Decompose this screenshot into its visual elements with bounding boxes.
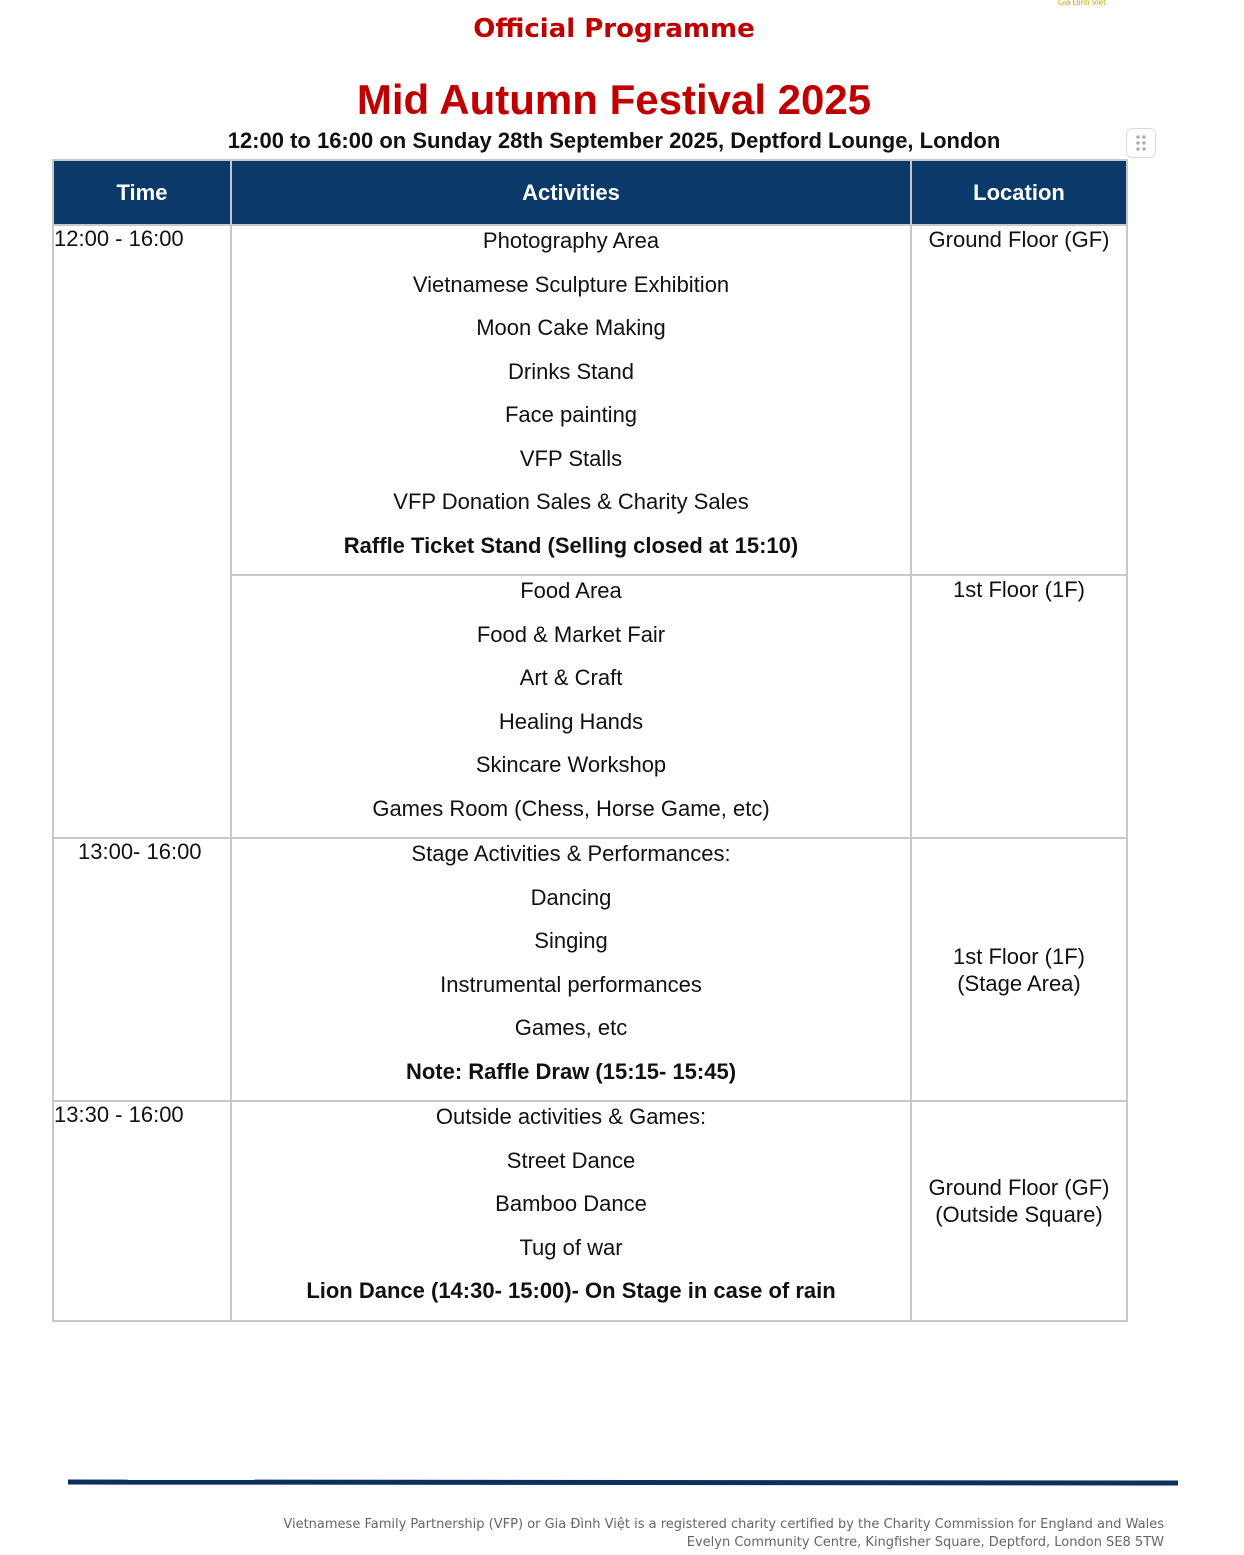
- location-line: (Stage Area): [957, 970, 1081, 996]
- drag-handle-button[interactable]: [1126, 128, 1156, 158]
- activity-item: Art & Craft: [519, 665, 623, 690]
- activity-item: Food Area: [520, 578, 622, 603]
- drag-handle-icon: [1135, 134, 1147, 152]
- activities-cell: [231, 838, 911, 1101]
- activity-item-highlight: Raffle Ticket Stand (Selling closed at 15:10): [343, 532, 799, 558]
- column-header-location: Location: [911, 160, 1127, 225]
- activity-item: Tug of war: [519, 1234, 623, 1260]
- table-row: [53, 838, 1127, 1101]
- activity-item: Healing Hands: [498, 708, 644, 734]
- activity-item: Games Room (Chess, Horse Game, etc): [372, 795, 770, 821]
- column-header-time: Time: [53, 160, 231, 225]
- activity-item: Games, etc: [514, 1015, 628, 1040]
- activity-item: Bamboo Dance: [495, 1191, 647, 1216]
- footer-address: Evelyn Community Centre, Kingfisher Square, Deptford, London SE8 5TW: [686, 1535, 1164, 1550]
- location-line: 1st Floor (1F): [952, 943, 1086, 969]
- activity-item-highlight: Lion Dance (14:30- 15:00)- On Stage in case of rain: [306, 1278, 836, 1303]
- activities-cell: [231, 1101, 911, 1321]
- time-cell: 12:00 - 16:00: [53, 225, 231, 838]
- activity-item: Moon Cake Making: [476, 315, 666, 340]
- column-header-activities: Activities: [231, 160, 911, 225]
- activity-item: Instrumental performances: [440, 971, 702, 997]
- activity-item: Outside activities & Games:: [435, 1104, 707, 1129]
- activity-item: VFP Stalls: [519, 445, 623, 471]
- location-line: Ground Floor (GF): [928, 1175, 1110, 1200]
- table-row: [53, 225, 1127, 575]
- activity-item: Dancing: [530, 884, 612, 910]
- activity-item: Food & Market Fair: [476, 621, 666, 647]
- footer: [283, 1516, 1164, 1552]
- location-line: Ground Floor (GF): [928, 227, 1110, 252]
- activities-cell: [231, 575, 911, 838]
- logo-text: Gia Đình Việt: [1058, 0, 1106, 7]
- document-title: Mid Autumn Festival 2025: [356, 76, 872, 123]
- activity-item: Drinks Stand: [508, 358, 634, 384]
- location-cell: [911, 838, 1127, 1101]
- activity-item: Vietnamese Sculpture Exhibition: [412, 271, 730, 297]
- document-kicker: Official Programme: [473, 14, 755, 44]
- activity-item-highlight: Note: Raffle Draw (15:15- 15:45): [405, 1058, 737, 1084]
- activity-item: Skincare Workshop: [475, 752, 667, 777]
- time-cell: 13:00- 16:00: [53, 838, 231, 1101]
- location-line: (Outside Square): [935, 1202, 1103, 1227]
- activity-item: Photography Area: [482, 228, 660, 253]
- activity-item: VFP Donation Sales & Charity Sales: [393, 489, 749, 514]
- activity-item: Singing: [534, 928, 608, 953]
- time-cell: 13:30 - 16:00: [53, 1101, 231, 1321]
- activity-item: Stage Activities & Performances:: [411, 841, 731, 866]
- table-row: [53, 1101, 1127, 1321]
- document-subtitle: 12:00 to 16:00 on Sunday 28th September 2025, Deptford Lounge, London: [227, 128, 1001, 153]
- location-cell: [911, 225, 1127, 575]
- activities-cell: [231, 225, 911, 575]
- table-header-row: [53, 160, 1127, 225]
- location-line: 1st Floor (1F): [952, 577, 1086, 602]
- activity-item: Face painting: [504, 402, 638, 427]
- location-cell: [911, 575, 1127, 838]
- activity-item: Street Dance: [506, 1147, 636, 1173]
- location-cell: [911, 1101, 1127, 1321]
- programme-table: [52, 159, 1128, 1322]
- footer-charity-note: Vietnamese Family Partnership (VFP) or Gia Đình Việt is a registered charity certified by the Charity Commission for England and Wales: [283, 1517, 1164, 1532]
- footer-divider: [68, 1480, 1178, 1486]
